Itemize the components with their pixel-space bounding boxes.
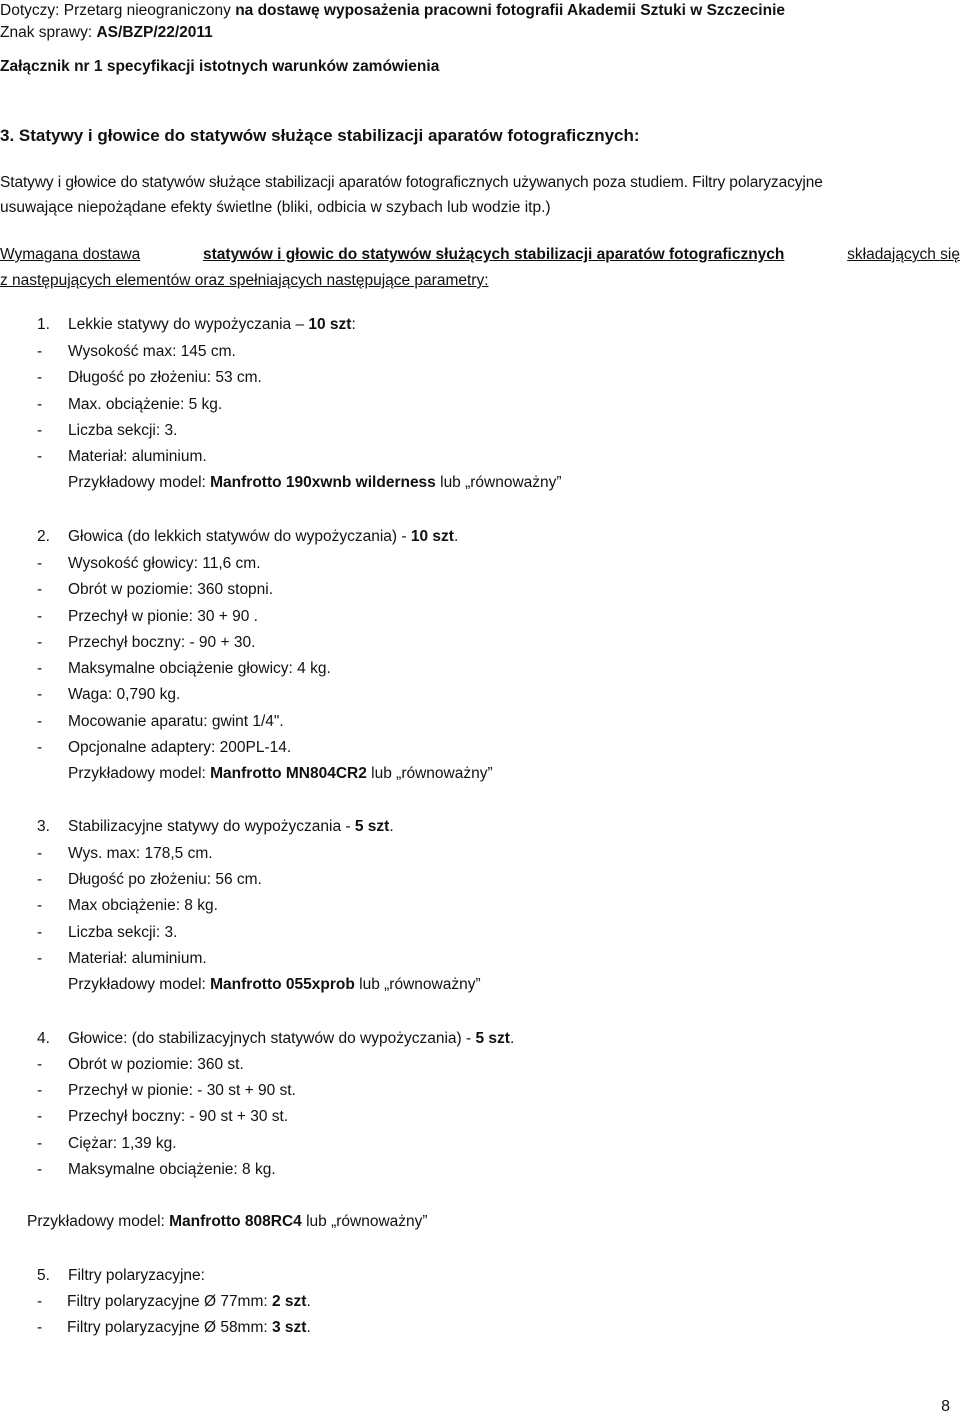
header-line-3: Załącznik nr 1 specyfikacji istotnych warunków zamówienia (0, 58, 440, 75)
item-1-model: Przykładowy model: Manfrotto 190xwnb wilderness lub „równoważny” (68, 474, 562, 491)
requirement-line-1: Wymagana dostawa statywów i głowic do statywów służących stabilizacji aparatów fotograficznych składających się (0, 246, 960, 263)
item-4-model: Przykładowy model: Manfrotto 808RC4 lub „równoważny” (27, 1213, 428, 1230)
header-line-2: Znak sprawy: AS/BZP/22/2011 (0, 24, 213, 41)
item-2-model: Przykładowy model: Manfrotto MN804CR2 lub „równoważny” (68, 765, 493, 782)
intro-line-2: usuwające niepożądane efekty świetlne (bliki, odbicia w szybach lub wodzie itp.) (0, 199, 551, 216)
header-line-1: Dotyczy: Przetarg nieograniczony na dostawę wyposażenia pracowni fotografii Akademii Sztuki w Szczecinie (0, 2, 785, 19)
requirement-line-2: z następujących elementów oraz spełniających następujące parametry: (0, 272, 489, 289)
intro-line-1: Statywy i głowice do statywów służące stabilizacji aparatów fotograficznych używanych poza studiem. Filtry polaryzacyjne (0, 174, 823, 191)
page-number: 8 (941, 1398, 950, 1415)
section-title: 3. Statywy i głowice do statywów służące stabilizacji aparatów fotograficznych: (0, 126, 640, 145)
item-3-model: Przykładowy model: Manfrotto 055xprob lub „równoważny” (68, 976, 481, 993)
